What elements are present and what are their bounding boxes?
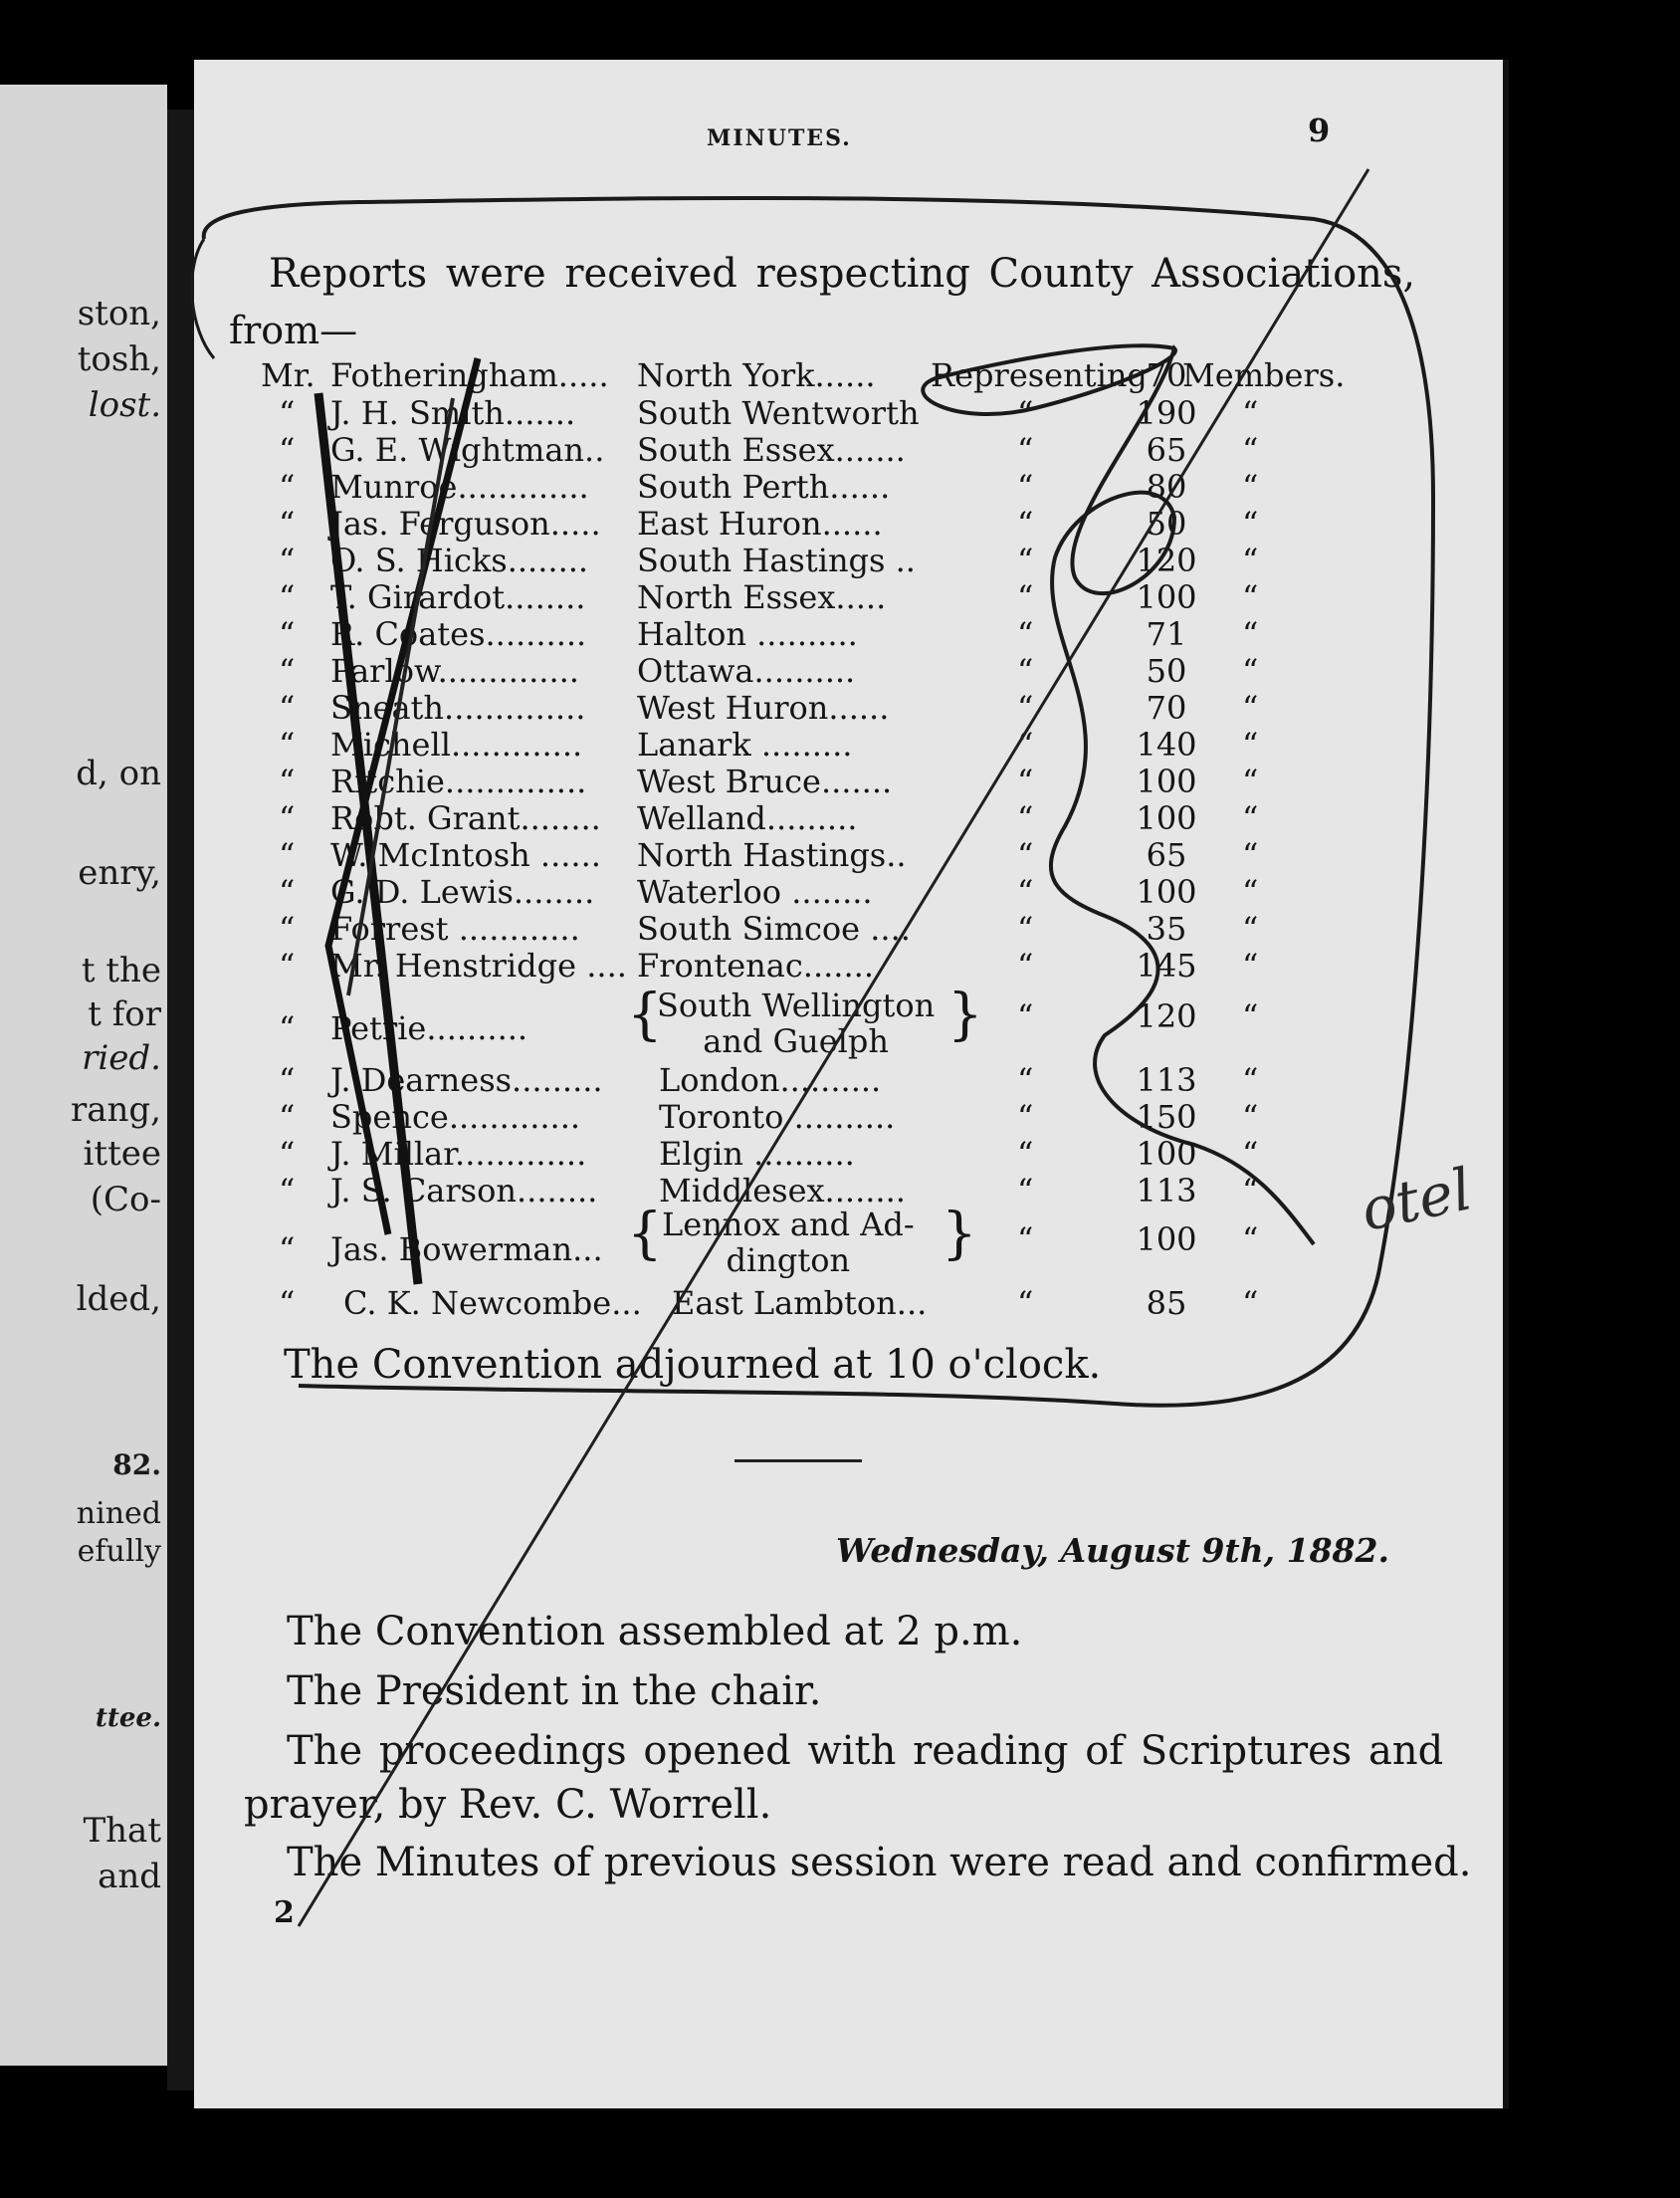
ditto-mark: “ — [1017, 615, 1034, 653]
minutes-paragraph: The President in the chair. — [287, 1668, 822, 1714]
county-name: West Huron...... — [637, 689, 890, 727]
ditto-mark: “ — [279, 431, 296, 469]
left-fragment: enry, — [78, 853, 161, 893]
left-brace: { — [627, 983, 663, 1047]
reporter-name: Mr. Henstridge .... — [330, 947, 627, 985]
ditto-mark: “ — [279, 578, 296, 616]
ditto-mark: “ — [1017, 1061, 1034, 1099]
ditto-mark: “ — [1242, 615, 1259, 653]
left-fragment: lded, — [76, 1279, 161, 1319]
reporter-name: J. Dearness......... — [330, 1061, 603, 1099]
ditto-mark: “ — [279, 542, 296, 579]
ditto-mark: “ — [279, 689, 296, 727]
left-fragment: tosh, — [77, 339, 161, 379]
ditto-mark: “ — [1017, 836, 1034, 874]
ditto-mark: “ — [1242, 947, 1259, 985]
ditto-mark: “ — [279, 799, 296, 837]
ditto-mark: “ — [1017, 542, 1034, 579]
ditto-mark: “ — [1017, 799, 1034, 837]
reporter-name: T. Girardot........ — [330, 578, 586, 616]
scribble-mark — [923, 345, 1314, 1244]
left-fragment: That — [83, 1811, 161, 1851]
member-count: 120 — [1136, 542, 1197, 579]
ditto-mark: “ — [1017, 468, 1034, 506]
ditto-mark: “ — [1242, 1172, 1259, 1209]
county-name: South Wentworth — [637, 394, 920, 432]
member-count: 65 — [1146, 431, 1187, 469]
ditto-mark: “ — [1017, 726, 1034, 764]
right-brace: } — [947, 983, 983, 1047]
member-count: 120 — [1136, 997, 1197, 1035]
ditto-mark: “ — [1242, 1135, 1259, 1173]
reporter-name: W. McIntosh ...... — [330, 836, 601, 874]
cross-strike-mark — [328, 358, 478, 1234]
reporter-name: G. D. Lewis........ — [330, 873, 595, 911]
ditto-mark: “ — [279, 1230, 296, 1268]
reporter-name: O. S. Hicks........ — [330, 542, 589, 579]
left-fragment: d, on — [76, 754, 161, 793]
county-name: Halton .......... — [637, 615, 858, 653]
county-name: East Lambton... — [672, 1284, 928, 1322]
county-name: Waterloo ........ — [637, 873, 873, 911]
ditto-mark: “ — [1242, 910, 1259, 948]
ditto-mark: “ — [279, 652, 296, 690]
reporter-name: J. Millar............. — [330, 1135, 587, 1173]
county-name: Elgin .......... — [659, 1135, 855, 1173]
left-brace: { — [627, 1202, 663, 1266]
intro-text-continued: from— — [229, 309, 358, 352]
member-count: 190 — [1136, 394, 1197, 432]
ditto-mark: “ — [279, 1098, 296, 1136]
reporter-name: Forrest ............ — [330, 910, 580, 948]
member-count: 113 — [1136, 1061, 1197, 1099]
ditto-mark: “ — [1242, 689, 1259, 727]
ditto-mark: “ — [279, 726, 296, 764]
ditto-mark: “ — [1242, 542, 1259, 579]
member-count: 100 — [1136, 1220, 1197, 1258]
county-name: South Simcoe .... — [637, 910, 911, 948]
member-count: 145 — [1136, 947, 1197, 985]
county-name: Ottawa.......... — [637, 652, 856, 690]
right-brace: } — [942, 1202, 977, 1266]
ditto-mark: “ — [279, 910, 296, 948]
adjourn-statement: The Convention adjourned at 10 o'clock. — [284, 1342, 1102, 1388]
minutes-paragraph: The proceedings opened with reading of Scriptures and — [287, 1728, 1444, 1774]
ditto-mark: “ — [1242, 1061, 1259, 1099]
left-fragment: t for — [88, 994, 161, 1034]
reporter-name: C. K. Newcombe... — [343, 1284, 642, 1322]
ditto-mark: “ — [1017, 1135, 1034, 1173]
left-fragment: ittee — [83, 1134, 161, 1174]
reporter-name: G. E. Wightman.. — [330, 431, 605, 469]
county-name: Lanark ......... — [637, 726, 853, 764]
ditto-mark: “ — [1242, 997, 1259, 1035]
reporter-name: R. Coates.......... — [330, 615, 587, 653]
reporter-name: Fotheringham..... — [330, 356, 609, 394]
ditto-mark: “ — [1017, 578, 1034, 616]
county-line: dington — [726, 1241, 851, 1279]
ditto-mark: “ — [1017, 1284, 1034, 1322]
reporter-name: Munroe............. — [330, 468, 589, 506]
minutes-paragraph: The Minutes of previous session were read and confirmed. — [287, 1840, 1472, 1885]
member-count: 113 — [1136, 1172, 1197, 1209]
ditto-mark: “ — [1017, 1172, 1034, 1209]
member-count: 100 — [1136, 763, 1197, 800]
ditto-mark: “ — [1017, 652, 1034, 690]
ditto-mark: “ — [1017, 689, 1034, 727]
member-count: 70 — [1146, 689, 1187, 727]
ditto-mark: “ — [279, 468, 296, 506]
session-date: Wednesday, August 9th, 1882. — [836, 1531, 1389, 1570]
reporter-name: Parlow.............. — [330, 652, 579, 690]
ditto-mark: “ — [1017, 997, 1034, 1035]
county-name: West Bruce....... — [637, 763, 893, 800]
county-name: East Huron...... — [637, 505, 883, 543]
ditto-mark: “ — [1017, 873, 1034, 911]
left-fragment: t the — [81, 951, 161, 990]
left-fragment: efully — [77, 1534, 161, 1569]
ditto-mark: “ — [1242, 1220, 1259, 1258]
ditto-mark: “ — [279, 394, 296, 432]
county-name: South Perth...... — [637, 468, 891, 506]
ditto-mark: “ — [1017, 1220, 1034, 1258]
reporter-name: Ritchie.............. — [330, 763, 587, 800]
ditto-mark: “ — [1242, 1098, 1259, 1136]
reporter-name: Robt. Grant........ — [330, 799, 601, 837]
ditto-mark: “ — [1242, 652, 1259, 690]
left-fragment: and — [98, 1857, 161, 1896]
ditto-mark: “ — [1017, 763, 1034, 800]
member-count: 50 — [1146, 505, 1187, 543]
reporter-name: Sneath.............. — [330, 689, 586, 727]
members-label: Members. — [1182, 356, 1346, 394]
member-count: 71 — [1146, 615, 1187, 653]
reporter-name: Michell............. — [330, 726, 583, 764]
county-name: North York...... — [637, 356, 876, 394]
member-count: 100 — [1136, 578, 1197, 616]
reporter-name: Petrie.......... — [330, 1009, 528, 1047]
reporter-name: Spence............. — [330, 1098, 581, 1136]
county-line: and Guelph — [703, 1022, 889, 1060]
ditto-mark: “ — [279, 1009, 296, 1047]
county-name: North Essex..... — [637, 578, 887, 616]
ditto-mark: “ — [279, 836, 296, 874]
handwritten-note: otel — [1355, 1155, 1478, 1244]
minutes-paragraph: prayer, by Rev. C. Worrell. — [244, 1782, 772, 1828]
member-count: 100 — [1136, 1135, 1197, 1173]
ditto-mark: “ — [1242, 431, 1259, 469]
member-count: 100 — [1136, 799, 1197, 837]
ditto-mark: “ — [1242, 394, 1259, 432]
member-count: 140 — [1136, 726, 1197, 764]
county-name: Toronto .......... — [659, 1098, 896, 1136]
county-name: Frontenac....... — [637, 947, 874, 985]
ditto-mark: “ — [279, 763, 296, 800]
member-count: 150 — [1136, 1098, 1197, 1136]
ditto-mark: “ — [1242, 873, 1259, 911]
cross-strike-mark — [348, 398, 453, 995]
county-line: Lennox and Ad- — [662, 1206, 915, 1243]
ditto-mark: “ — [1017, 1098, 1034, 1136]
member-count: 80 — [1146, 468, 1187, 506]
title-prefix: Mr. — [261, 356, 315, 394]
ditto-mark: “ — [279, 1061, 296, 1099]
ditto-mark: “ — [1242, 799, 1259, 837]
ditto-mark: “ — [1242, 1284, 1259, 1322]
ditto-mark: “ — [1242, 468, 1259, 506]
left-fragment: ston, — [77, 294, 161, 333]
reporter-name: Jas. Bowerman... — [330, 1230, 603, 1268]
member-count: 85 — [1146, 1284, 1187, 1322]
left-fragment: lost. — [88, 385, 161, 425]
signature-mark: 2 — [274, 1895, 295, 1930]
member-count: 100 — [1136, 873, 1197, 911]
reporter-name: Jas. Ferguson..... — [330, 505, 601, 543]
county-name: South Hastings .. — [637, 542, 916, 579]
ditto-mark: “ — [1017, 394, 1034, 432]
county-name: Middlesex........ — [659, 1172, 906, 1209]
ditto-mark: “ — [279, 947, 296, 985]
member-count: 35 — [1146, 910, 1187, 948]
ditto-mark: “ — [279, 873, 296, 911]
running-head: MINUTES. — [707, 125, 852, 151]
ditto-mark: “ — [1017, 947, 1034, 985]
opening-loop-mark — [192, 239, 214, 358]
ditto-mark: “ — [1017, 910, 1034, 948]
page-number: 9 — [1308, 111, 1331, 149]
left-fragment: rang, — [71, 1090, 161, 1130]
county-name: London.......... — [659, 1061, 882, 1099]
ditto-mark: “ — [279, 1172, 296, 1209]
member-count: 70 — [1146, 356, 1187, 394]
member-count: 65 — [1146, 836, 1187, 874]
ditto-mark: “ — [279, 505, 296, 543]
ditto-mark: “ — [1242, 578, 1259, 616]
representing-label: Representing — [931, 356, 1148, 394]
ditto-mark: “ — [279, 1284, 296, 1322]
reporter-name: J. H. Smith....... — [330, 394, 576, 432]
left-fragment: ttee. — [95, 1703, 161, 1733]
minutes-paragraph: The Convention assembled at 2 p.m. — [287, 1609, 1023, 1654]
ditto-mark: “ — [279, 615, 296, 653]
left-fragment: nined — [76, 1496, 161, 1531]
ditto-mark: “ — [1242, 836, 1259, 874]
ditto-mark: “ — [1242, 505, 1259, 543]
ditto-mark: “ — [279, 1135, 296, 1173]
ditto-mark: “ — [1017, 431, 1034, 469]
ditto-mark: “ — [1242, 763, 1259, 800]
county-name: South Essex....... — [637, 431, 906, 469]
county-name: Welland......... — [637, 799, 858, 837]
ditto-mark: “ — [1242, 726, 1259, 764]
member-count: 50 — [1146, 652, 1187, 690]
reporter-name: J. S. Carson........ — [330, 1172, 598, 1209]
left-fragment: ried. — [82, 1038, 161, 1078]
ditto-mark: “ — [1017, 505, 1034, 543]
county-line: South Wellington — [657, 987, 936, 1024]
county-name: North Hastings.. — [637, 836, 907, 874]
intro-text: Reports were received respecting County Associations, — [269, 251, 1416, 297]
left-fragment: 82. — [112, 1448, 161, 1481]
left-fragment: (Co- — [90, 1180, 161, 1219]
